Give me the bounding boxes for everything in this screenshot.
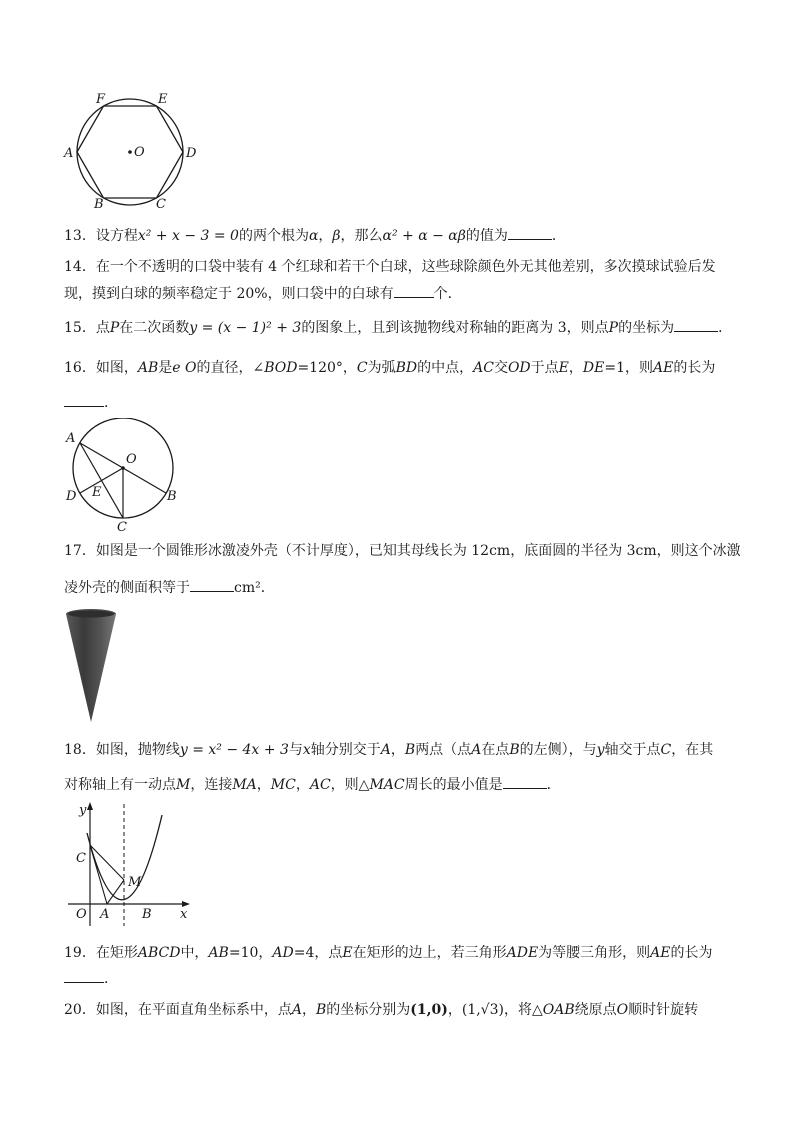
q19-ab: AB [208, 945, 229, 961]
question-20 [64, 1000, 698, 1020]
q19-text4: =4，点 [293, 945, 343, 961]
q18-c: C [660, 742, 672, 758]
q19-text1: 19．在矩形 [64, 945, 138, 961]
hex-label-c: C [156, 197, 166, 208]
hex-label-o: O [134, 145, 145, 160]
q18-fig-label-o: O [76, 907, 87, 922]
q19-text2: 中， [180, 945, 209, 961]
hex-label-e: E [158, 92, 168, 107]
q20-text2: 的坐标分别为 [326, 1002, 411, 1018]
q16-circle-o: e O [172, 360, 197, 376]
q20-a: A [291, 1002, 302, 1018]
q14-end: 个． [433, 286, 462, 302]
question-19-line2 [64, 968, 118, 989]
q16-fig-label-e: E [92, 485, 102, 500]
circle-chord-figure [60, 418, 190, 536]
q19-answer-blank[interactable] [64, 968, 104, 983]
q16-fig-label-c: C [117, 520, 127, 535]
q19-ad: AD [272, 945, 294, 961]
q20-point-a: (1,0) [410, 1002, 448, 1018]
q13-answer-blank[interactable] [508, 225, 552, 240]
q19-text5: 在矩形的边上，若三角形 [352, 945, 507, 961]
q16-answer-blank[interactable] [64, 392, 104, 407]
q18-text1: 18．如图，抛物线 [64, 742, 180, 758]
q15-text4: 的坐标为 [618, 320, 675, 336]
q16-end: ． [104, 395, 118, 411]
q18-ma: MA [232, 777, 257, 793]
q16-de: DE [582, 360, 605, 376]
q16-bd: BD [395, 360, 418, 376]
q17-unit: cm² [234, 580, 261, 596]
parabola-figure [62, 800, 192, 930]
q20-point-b: (1,√3) [461, 1002, 504, 1018]
q18-b: B [404, 742, 416, 758]
q20-b: B [315, 1002, 327, 1018]
q18-a: A [380, 742, 391, 758]
q13-end: ． [551, 228, 566, 244]
q20-sep1: ， [301, 1002, 316, 1018]
q15-answer-blank[interactable] [674, 317, 718, 332]
q18-sep1: ， [256, 777, 271, 793]
question-18-line1 [64, 740, 713, 760]
q18-text12: ，则△ [330, 777, 370, 793]
q16-ac: AC [473, 360, 494, 376]
q15-point-p2: P [608, 320, 619, 336]
question-17-line2 [64, 577, 275, 598]
question-15 [64, 317, 732, 338]
q18-ac: AC [309, 777, 331, 793]
q17-answer-blank[interactable] [190, 577, 234, 592]
q18-end: ． [546, 777, 561, 793]
q15-end: ． [718, 320, 733, 336]
hexagon-circle-figure [60, 88, 200, 208]
q19-end: ． [104, 971, 118, 987]
q13-text3: ，那么 [340, 228, 383, 244]
ice-cream-cone-image [64, 606, 120, 726]
q20-sep2: ， [447, 1002, 462, 1018]
q16-text10: =1，则 [604, 360, 653, 376]
question-14-line1: 14．在一个不透明的口袋中装有 4 个红球和若干个白球，这些球除颜色外无其他差别，多次摸球试验后发 [64, 259, 716, 275]
q18-text9: ，在其 [671, 742, 714, 758]
q14-answer-blank[interactable] [394, 283, 434, 298]
q16-fig-label-a: A [66, 431, 76, 446]
q18-text11: ，连接 [190, 777, 233, 793]
q20-text4: 绕原点 [574, 1002, 617, 1018]
q18-mc: MC [270, 777, 296, 793]
q16-text9: ， [568, 360, 583, 376]
q16-c: C [356, 360, 368, 376]
q19-e: E [342, 945, 353, 961]
q16-e: E [558, 360, 569, 376]
q18-answer-blank[interactable] [503, 774, 547, 789]
q16-text4: =120°， [297, 360, 357, 376]
q18-y: y [596, 742, 605, 758]
q13-text: 设方程 [95, 228, 138, 244]
q15-function: y = (x − 1)² + 3 [189, 320, 302, 336]
q13-expression: α² + α − αβ [382, 228, 466, 244]
question-16-line2 [64, 392, 118, 413]
q18-fig-label-y: y [79, 803, 87, 818]
question-18-line2 [64, 774, 561, 795]
question-14-line2 [64, 283, 462, 304]
question-16 [64, 358, 715, 378]
q17-text: 凌外壳的侧面积等于 [64, 580, 190, 596]
q18-text3: 轴分别交于 [310, 742, 381, 758]
q18-text4: ， [390, 742, 405, 758]
q18-function: y = x² − 4x + 3 [179, 742, 289, 758]
q18-text10: 对称轴上有一动点 [64, 777, 176, 793]
q13-equation: x² + x − 3 = 0 [137, 228, 239, 244]
q19-abcd: ABCD [137, 945, 181, 961]
q18-a2: A [471, 742, 482, 758]
q20-text5: 顺时针旋转 [628, 1002, 699, 1018]
q16-text7: 交 [493, 360, 508, 376]
q19-text6: 为等腰三角形，则 [538, 945, 651, 961]
question-13 [64, 225, 566, 246]
q18-text5: 两点（点 [415, 742, 472, 758]
q15-text1: 15．点 [64, 320, 110, 336]
q13-alpha: α [308, 228, 319, 244]
q18-fig-label-c: C [76, 851, 86, 866]
hex-label-d: D [186, 146, 197, 161]
q16-ab: AB [137, 360, 159, 376]
q20-oab: OAB [542, 1002, 575, 1018]
q16-fig-label-b: B [167, 489, 177, 504]
hex-label-a: A [64, 146, 74, 161]
q18-b2: B [509, 742, 520, 758]
q18-fig-label-x: x [180, 907, 188, 922]
q16-text1: 16．如图， [64, 360, 138, 376]
q15-text3: 的图象上，且到该抛物线对称轴的距离为 3，则点 [301, 320, 609, 336]
q18-fig-label-m: M [128, 875, 142, 890]
q18-text2: 与 [288, 742, 303, 758]
q16-text8: 于点 [530, 360, 559, 376]
q18-sep2: ， [295, 777, 310, 793]
q18-text7: 的左侧），与 [519, 742, 597, 758]
q16-text2: 是 [158, 360, 173, 376]
hex-label-b: B [94, 197, 104, 208]
q18-mac: MAC [369, 777, 405, 793]
q15-text2: 在二次函数 [119, 320, 190, 336]
q18-text13: 周长的最小值是 [404, 777, 503, 793]
question-19 [64, 943, 713, 963]
q13-sep: ， [318, 228, 333, 244]
hex-label-f: F [96, 92, 106, 107]
q18-m: M [176, 777, 191, 793]
q13-text4: 的值为 [465, 228, 508, 244]
q15-point-p: P [109, 320, 120, 336]
q20-text1: 20．如图，在平面直角坐标系中，点 [64, 1002, 292, 1018]
q18-text8: 轴交于点 [604, 742, 661, 758]
q20-o: O [616, 1002, 629, 1018]
q19-ae: AE [650, 945, 671, 961]
q13-beta: β [332, 228, 341, 244]
q16-text6: 的中点， [417, 360, 474, 376]
q16-fig-label-d: D [66, 489, 77, 504]
q13-number: 13． [64, 228, 96, 244]
q20-text3: ，将△ [503, 1002, 543, 1018]
q17-end: ． [260, 580, 275, 596]
q19-text3: =10， [228, 945, 273, 961]
q16-bod: BOD [264, 360, 298, 376]
q18-text6: 在点 [481, 742, 510, 758]
q16-fig-label-o: O [126, 452, 137, 467]
q19-text7: 的长为 [670, 945, 713, 961]
q16-text11: 的长为 [673, 360, 716, 376]
q14-text: 现，摸到白球的频率稳定于 20%，则口袋中的白球有 [64, 286, 394, 302]
q16-text5: 为弧 [367, 360, 396, 376]
q16-text3: 的直径，∠ [196, 360, 265, 376]
q16-ae: AE [652, 360, 674, 376]
q18-fig-label-b: B [142, 907, 152, 922]
q16-od: OD [507, 360, 531, 376]
question-17-line1: 17．如图是一个圆锥形冰激凌外壳（不计厚度），已知其母线长为 12cm，底面圆的半径为 3cm，则这个冰激 [64, 543, 741, 559]
q19-ade: ADE [506, 945, 539, 961]
q18-fig-label-a: A [100, 907, 110, 922]
q18-x: x [302, 742, 311, 758]
q13-text2: 的两个根为 [238, 228, 309, 244]
